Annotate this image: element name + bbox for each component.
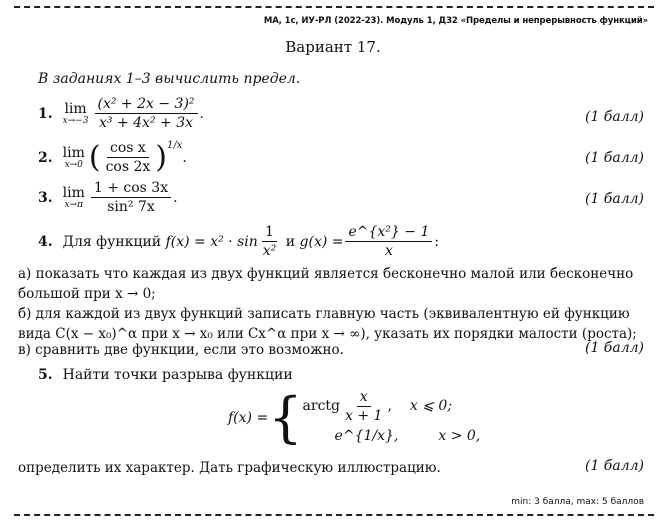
variant-title: Вариант 17. (285, 38, 381, 56)
task-3: 3. lim x→π $\frac{1 + \cos 3x}{\text{sin² 7x}}$ . (38, 180, 178, 215)
task-4a: а) показать что каждая из двух функций является бесконечно малой или бесконечно большой при x → 0; (18, 266, 634, 302)
task-5-tail: определить их характер. Дать графическую иллюстрацию. (18, 460, 441, 476)
piecewise-function: f(x) = { arctg $\frac{x}{x + 1}$ , x ⩽ 0; e^{1/x}, x > 0, (228, 386, 481, 449)
task-4b: б) для каждой из двух функций записать главную часть (эквивалентную ей функцию вида C(x − x₀)^α при x → x₀ или Cx^α при x → ∞), указать их порядки малости (роста); (18, 306, 637, 342)
task-2: 2. lim x→0 ( $\frac{\text{cos x}}{\cos 2x}$ ) $^{1/x}$ . (38, 139, 187, 175)
task-2-points: (1 балл) (584, 150, 644, 166)
limit-fraction: $\frac{1 + \cos 3x}{\text{sin² 7x}}$ (91, 180, 171, 215)
top-divider (14, 6, 654, 8)
exponent: 1/x (167, 140, 183, 151)
limit-fraction: $\frac{\text{(x² + 2x − 3)²}}{\text{x³ + 4x² + 3x}}$ (95, 96, 198, 131)
bottom-divider (14, 514, 654, 516)
limit-fraction: $\frac{\text{cos x}}{\cos 2x}$ (105, 140, 151, 175)
task-3-points: (1 балл) (584, 191, 644, 207)
task-4c: в) сравнить две функции, если это возможно. (18, 342, 344, 358)
task-5-statement: 5. Найти точки разрыва функции (38, 367, 293, 383)
task-number: 3. (38, 189, 53, 206)
task-4-points: (1 балл) (584, 340, 644, 356)
task-number: 2. (38, 149, 53, 166)
task-4-statement: 4. Для функций f(x) = x² · sin $\frac{1}{\text{x²}}$ и g(x) = $\frac{\text{e\textasciicircum{}\{x²\} − 1}}{x}$ : (38, 224, 440, 259)
task-1-points: (1 балл) (584, 109, 644, 125)
score-summary: min: 3 балла, max: 5 баллов (511, 497, 644, 507)
instructions: В заданиях 1–3 вычислить предел. (38, 71, 301, 87)
task-5-points: (1 балл) (584, 458, 644, 474)
limit-operator: lim x→−3 (62, 100, 89, 126)
limit-operator: lim x→0 (62, 144, 85, 170)
task-number: 1. (38, 105, 53, 122)
task-1: 1. lim x→−3 $\frac{\text{(x² + 2x − 3)²}}{\text{x³ + 4x² + 3x}}$ . (38, 96, 204, 131)
limit-operator: lim x→π (62, 184, 85, 210)
document-header: МА, 1с, ИУ-РЛ (2022-23). Модуль 1, ДЗ2 «Пределы и непрерывность функций» (263, 16, 648, 26)
